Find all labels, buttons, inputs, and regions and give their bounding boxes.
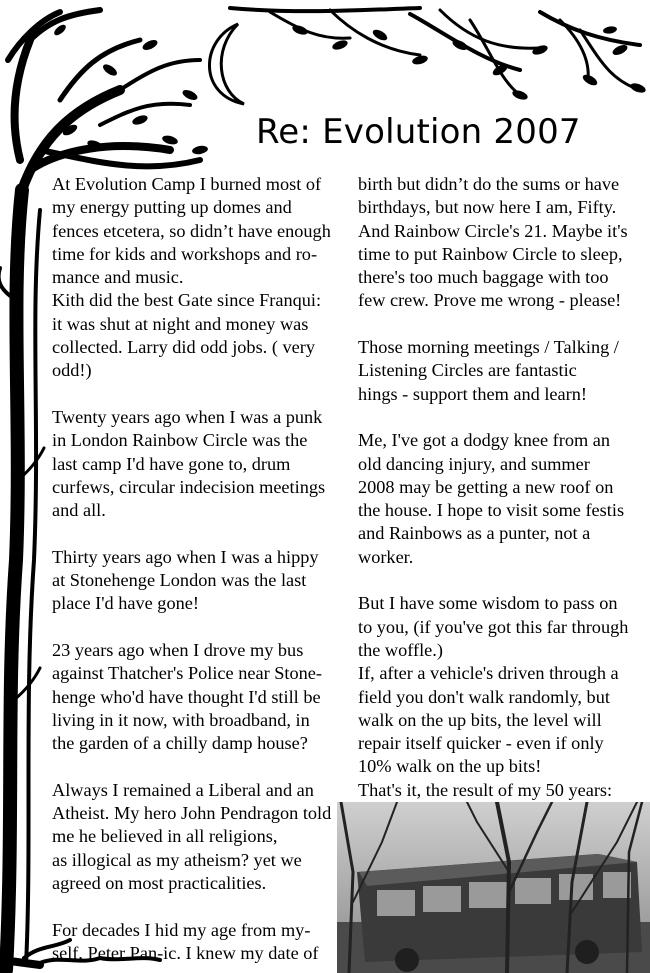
paragraph: 23 years ago when I drove my bus against Thatcher's Police near Stone- henge who'd have thought I'd still be living in it now, with broadband, in the garden of a chilly damp house? <box>52 639 322 754</box>
paragraph: Thirty years ago when I was a hippy at Stonehenge London was the last place I'd have gone! <box>52 546 319 614</box>
paragraph: At Evolution Camp I burned most of my energy putting up domes and fences etcetera, so didn’t have enough time for kids and workshops and ro- mance and music. Kith did the best Gate since Franqui: it was shut at night and money was collected. Larry did odd jobs. ( very odd!) <box>52 174 331 381</box>
paragraph: For decades I hid my age from my- self, Peter Pan-ic. I knew my date of <box>52 919 319 963</box>
paragraph: Those morning meetings / Talking / Listening Circles are fantastic hings - support them and learn! <box>358 337 619 404</box>
bus-photo <box>337 802 650 973</box>
crescent-moon-icon <box>209 24 244 104</box>
paragraph: Always I remained a Liberal and an Atheist. My hero John Pendragon told me he believed in all religions, as illogical as my atheism? yet we agreed on most practicalities. <box>52 779 332 893</box>
right-column <box>358 173 643 849</box>
page-title: Re: Evolution 2007 <box>256 112 581 152</box>
left-column <box>52 173 342 965</box>
paragraph: Me, I've got a dodgy knee from an old dancing injury, and summer 2008 may be getting a new roof on the house. I hope to visit some festis and Rainbows as a punter, not a worker. <box>358 430 625 567</box>
paragraph: Twenty years ago when I was a punk in London Rainbow Circle was the last camp I'd have gone to, drum curfews, circular indecision meetings and all. <box>52 406 326 521</box>
paragraph: But I have some wisdom to pass on to you, (if you've got this far through the woffle.) If, after a vehicle's driven through a field you don't walk randomly, but walk on the up bits, the level will repair itself quicker - even if only 10% walk on the up bits! That's it, the result of my 50 years: <box>358 593 629 800</box>
paragraph: birth but didn’t do the sums or have birthdays, but now here I am, Fifty. And Rainbow Circle's 21. Maybe it's time to put Rainbow Circle to sleep, there's too much baggage with too few crew. Prove me wrong - please! <box>358 174 628 311</box>
